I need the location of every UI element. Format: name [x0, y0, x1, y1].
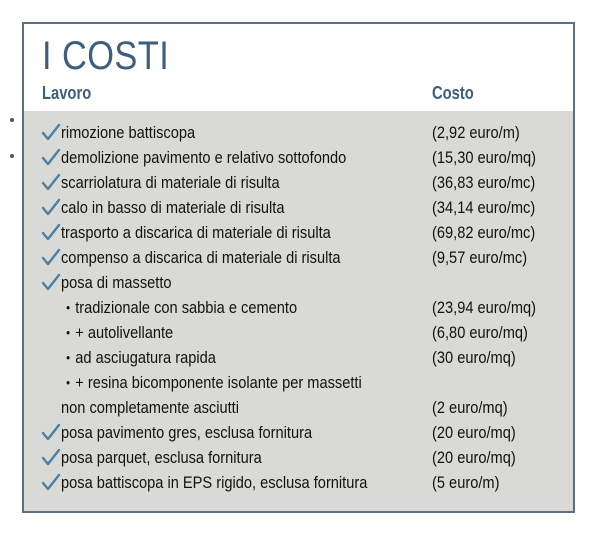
- work-item-text: compenso a discarica di materiale di risulta: [61, 248, 341, 267]
- work-item-label: [61, 145, 346, 170]
- page-margin: [0, 0, 22, 539]
- checkmark-icon: [41, 248, 61, 267]
- bullet-icon: •: [66, 350, 71, 365]
- work-item-text: tradizionale con sabbia e cemento: [75, 298, 298, 317]
- work-item-text: + autolivellante: [75, 323, 174, 342]
- table-row: [24, 345, 573, 370]
- work-item-text: ad asciugatura rapida: [75, 348, 216, 367]
- checkmark-icon: [41, 473, 61, 492]
- cost-rows: [24, 120, 573, 495]
- bullet-icon: •: [66, 325, 71, 340]
- cost-value: (23,94 euro/mq): [432, 298, 537, 317]
- checkmark-icon: [41, 223, 61, 242]
- work-item-label: [61, 370, 362, 396]
- work-item-text: posa battiscopa in EPS rigido, esclusa fornitura: [61, 473, 368, 492]
- work-item-label: [61, 245, 341, 270]
- bullet-icon: •: [66, 375, 71, 390]
- work-item-label: [61, 420, 312, 445]
- table-header: [24, 24, 573, 111]
- work-item-text: non completamente asciutti: [61, 398, 239, 417]
- table-row: [24, 145, 573, 170]
- table-row: [24, 120, 573, 145]
- cost-value: (5 euro/m): [432, 473, 500, 492]
- work-item-text: rimozione battiscopa: [61, 123, 196, 142]
- checkmark-icon: [41, 148, 61, 167]
- work-item-label: [61, 170, 280, 195]
- work-item-label: [61, 320, 173, 346]
- checkmark-icon: [41, 273, 61, 292]
- margin-dot: [10, 118, 14, 122]
- work-item-label: [61, 445, 262, 470]
- table-row: [24, 320, 573, 345]
- work-item-label: [61, 270, 172, 295]
- cost-value: (30 euro/mq): [432, 348, 516, 367]
- cost-value: (9,57 euro/mc): [432, 248, 528, 267]
- table-row: [24, 245, 573, 270]
- table-row: [24, 295, 573, 320]
- cost-value: (15,30 euro/mq): [432, 148, 537, 167]
- table-row: [24, 170, 573, 195]
- checkmark-icon: [41, 198, 61, 217]
- work-item-text: demolizione pavimento e relativo sottofondo: [61, 148, 347, 167]
- cost-value: (20 euro/mq): [432, 423, 516, 442]
- work-item-label: [61, 395, 239, 420]
- work-item-label: [61, 220, 331, 245]
- work-item-text: + resina bicomponente isolante per massetti: [75, 373, 362, 392]
- table-row: [24, 470, 573, 495]
- table-row: [24, 195, 573, 220]
- table-row: [24, 370, 573, 395]
- bullet-icon: •: [66, 300, 71, 315]
- table-row: [24, 445, 573, 470]
- work-item-text: trasporto a discarica di materiale di risulta: [61, 223, 331, 242]
- checkmark-icon: [41, 123, 61, 142]
- work-item-label: [61, 345, 216, 371]
- work-item-label: [61, 120, 195, 145]
- page-title: I COSTI: [42, 34, 170, 78]
- table-row: [24, 420, 573, 445]
- work-item-text: scarriolatura di materiale di risulta: [61, 173, 280, 192]
- cost-value: (6,80 euro/mq): [432, 323, 528, 342]
- checkmark-icon: [41, 173, 61, 192]
- work-item-text: posa di massetto: [61, 273, 172, 292]
- cost-value: (34,14 euro/mc): [432, 198, 536, 217]
- costs-table-box: [22, 22, 575, 513]
- work-item-label: [61, 295, 297, 321]
- cost-value: (69,82 euro/mc): [432, 223, 536, 242]
- work-item-label: [61, 195, 284, 220]
- column-header-cost: Costo: [432, 83, 474, 103]
- work-item-text: posa pavimento gres, esclusa fornitura: [61, 423, 313, 442]
- cost-value: (2,92 euro/m): [432, 123, 520, 142]
- work-item-text: calo in basso di materiale di risulta: [61, 198, 285, 217]
- margin-dot: [10, 154, 14, 158]
- checkmark-icon: [41, 448, 61, 467]
- cost-value: (2 euro/mq): [432, 398, 508, 417]
- cost-value: (36,83 euro/mc): [432, 173, 536, 192]
- work-item-text: posa parquet, esclusa fornitura: [61, 448, 262, 467]
- column-header-work: Lavoro: [42, 83, 92, 103]
- work-item-label: [61, 470, 367, 495]
- table-row: [24, 270, 573, 295]
- cost-value: (20 euro/mq): [432, 448, 516, 467]
- table-row: [24, 395, 573, 420]
- table-row: [24, 220, 573, 245]
- checkmark-icon: [41, 423, 61, 442]
